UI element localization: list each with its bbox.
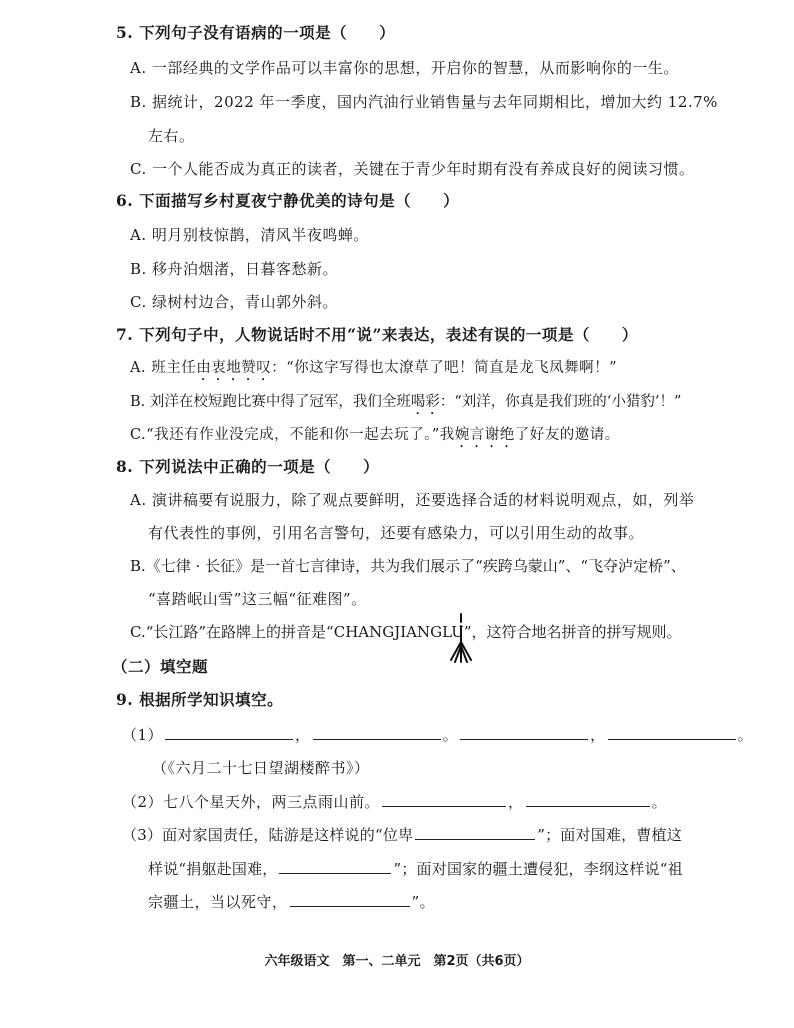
question-7-option-c <box>130 424 620 451</box>
question-9-part-3-cont <box>148 857 683 880</box>
option-c-suffix: 了好友的邀请。 <box>514 427 620 443</box>
question-7-option-a <box>130 357 617 384</box>
question-9-part-2 <box>122 790 667 813</box>
answer-blank[interactable] <box>608 723 736 740</box>
answer-blank[interactable] <box>279 857 391 874</box>
question-7-stem: 7. 下列句子中，人物说话时不用“说”来表达，表述有误的一项是（ ） <box>116 325 638 344</box>
question-8-option-a: A. 演讲稿要有说服力，除了观点要鲜明，还要选择合适的材料说明观点，如，列举 <box>130 491 695 509</box>
question-7-option-b <box>130 391 681 418</box>
emphasized-phrase: 喝彩 <box>410 394 440 410</box>
prompt-text: 样说“捐躯赴国难， <box>148 860 278 878</box>
question-9-part-3-cont <box>148 890 435 913</box>
punctuation: ”。 <box>411 893 436 911</box>
question-6-stem: 6. 下面描写乡村夏夜宁静优美的诗句是（ ） <box>116 191 460 210</box>
question-5-option-a: A. 一部经典的文学作品可以丰富你的思想，开启你的智慧，从而影响你的一生。 <box>130 59 679 77</box>
question-9-source: （《六月二十七日望湖楼醉书》） <box>152 759 370 777</box>
question-5-option-b-cont: 左右。 <box>148 127 195 145</box>
question-8-option-a-cont: 有代表性的事例，引用名言警句，还要有感染力，可以引用生动的故事。 <box>148 524 645 542</box>
emphasized-phrase: 由衷地赞叹 <box>196 360 272 376</box>
prompt-text: ”；面对国难，曹植这 <box>537 826 682 844</box>
answer-blank[interactable] <box>415 823 535 840</box>
emphasized-phrase: 婉言谢绝 <box>454 427 515 443</box>
page-footer: 六年级语文 第一、二单元 第2页（共6页） <box>264 954 530 969</box>
question-8-option-b-cont: “喜踏岷山雪”这三幅“征难图”。 <box>148 590 367 608</box>
question-8-option-b: B.《七律 · 长征》是一首七言律诗，共为我们展示了“疾跨乌蒙山”、“飞夺泸定桥”、 <box>130 557 686 575</box>
question-5-stem: 5. 下列句子没有语病的一项是（ ） <box>116 23 396 42</box>
punctuation: 。 <box>737 726 754 744</box>
prompt-text: （3）面对家国责任，陆游是这样说的“位卑 <box>122 826 414 844</box>
option-c-prefix: C.“我还有作业没完成，不能和你一起去玩了。”我 <box>130 427 455 443</box>
punctuation: 。 <box>442 726 459 744</box>
answer-blank[interactable] <box>460 723 588 740</box>
question-6-option-a: A. 明月别枝惊鹊，清风半夜鸣蝉。 <box>130 226 369 244</box>
question-9-part-3 <box>122 823 682 846</box>
handwritten-mark-icon <box>447 612 475 664</box>
punctuation: ， <box>508 793 524 811</box>
question-5-option-c: C. 一个人能否成为真正的读者，关键在于青少年时期有没有养成良好的阅读习惯。 <box>130 160 695 178</box>
option-b-prefix: B. 刘洋在校短跑比赛中得了冠军，我们全班 <box>130 394 411 410</box>
answer-blank[interactable] <box>290 890 410 907</box>
answer-blank[interactable] <box>313 723 441 740</box>
section-title: （二）填空题 <box>112 657 209 676</box>
question-8-stem: 8. 下列说法中正确的一项是（ ） <box>116 457 380 476</box>
option-b-quote: ：“刘洋，你真是我们班的‘小猎豹’！” <box>439 394 682 410</box>
question-6-option-c: C. 绿树村边合，青山郭外斜。 <box>130 293 338 311</box>
answer-blank[interactable] <box>526 790 650 807</box>
option-a-prefix: A. 班主任 <box>130 360 197 376</box>
answer-blank[interactable] <box>165 723 293 740</box>
punctuation: 。 <box>651 793 668 811</box>
question-6-option-b: B. 移舟泊烟渚，日暮客愁新。 <box>130 260 339 278</box>
question-5-option-b: B. 据统计，2022 年一季度，国内汽油行业销售量与去年同期相比，增加大约 12.7% <box>130 93 718 111</box>
question-9-part-1 <box>122 723 753 746</box>
question-9-stem: 9. 根据所学知识填空。 <box>116 690 284 709</box>
option-a-quote: ：“你这字写得也太潦草了吧！简直是龙飞凤舞啊！” <box>271 360 618 376</box>
question-8-option-c: C.“长江路”在路牌上的拼音是“CHANGJIANGLU”，这符合地名拼音的拼写规则。 <box>130 623 682 641</box>
prompt-text: 宗疆土，当以死守， <box>148 893 288 911</box>
prompt-text: ”；面对国家的疆土遭侵犯，李纲这样说“祖 <box>393 860 683 878</box>
part-label: （1） <box>122 726 164 744</box>
punctuation: ， <box>590 726 606 744</box>
poem-line: （2）七八个星天外，两三点雨山前。 <box>122 793 381 811</box>
punctuation: ， <box>295 726 311 744</box>
answer-blank[interactable] <box>382 790 506 807</box>
